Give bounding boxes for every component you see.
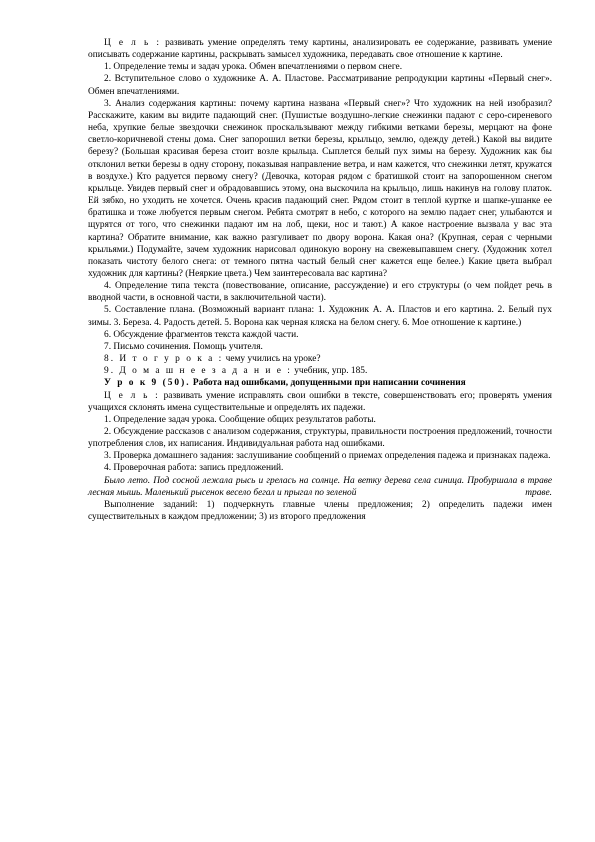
lesson-goal: [88, 37, 552, 61]
step-5: 5. Составление плана. (Возможный вариант плана: 1. Художник А. А. Пластов и его картина. 2. Белый пух зимы. 3. Береза. 4. Радость детей. 5. Ворона как черная кляска на белом снегу. 6. Мое отношение к картине.): [88, 305, 552, 328]
task-3: 3. Проверка домашнего задания: заслушивание сообщений о приемах определения падежа и признаках падежа.: [104, 451, 551, 462]
step-3: 3. Анализ содержания картины: почему картина названа «Первый снег»? Что художник на ней изобразил? Расскажите, каким вы видите падающий снег. (Пушистые воздушно-легкие снежинки падают с серо-сиреневого неба, хрупкие белые звездочки снежинок проскальзывают между гибкими ветками березы, мерцают на фоне светло-коричневой стены дома. Снег запорошил ветки березы, крыльцо, землю, одежду детей.) Какой вы видите березу? (Большая красивая береза стоит возле крыльца. Сыплется белый пух зимы на березу. Художник как бы отклонил ветки березы в одну сторону, показывая направление ветра, и нам кажется, что снежинки летят, кружатся в воздухе.) Кто радуется первому снегу? (Девочка, которая рядом с братишкой стоит на запорошенном снегом крыльце. Увидев первый снег и обрадовавшись этому, она выскочила на крыльцо, лишь накинув на голову платок. Ей зябко, но уходить не хочется. Очень красив падающий снег. Рядом стоит в теплой куртке и шапке-ушанке ее братишка и тоже любуется первым снегом. Ребята смотрят в небо, с которого на землю падает снег, улыбаются и щурятся от того, что снежинки падают им на лоб, щеки, нос и тают.) А какое настроение вызвала у вас эта картина? Обратите внимание, как важно разгуливает по двору ворона. Какая она? (Крупная, серая с черными крыльями.) Подумайте, зачем художник нарисовал одинокую ворону на свежевыпавшем снегу. (Художник хотел показать чистоту белого снега: от темного пятна частый белый снег кажется еще белее.) Какие цвета выбрал художник для картины? (Неяркие цвета.) Чем заинтересовала вас картина?: [88, 98, 552, 279]
goal-label: Ц е л ь :: [104, 38, 161, 48]
task-4: 4. Проверочная работа: запись предложений.: [104, 463, 284, 474]
dictation-body: Было лето. Под сосной лежала рысь и грелась на солнце. На ветку дерева села синица. Пробуршала в траве лесная мышь. Маленький рысенок весело бегал и прыгал по зеленой: [88, 475, 552, 498]
dictation-text: [88, 475, 552, 499]
step-2: 2. Вступительное слово о художнике А. А. Пластове. Рассматривание репродукции картины «Первый снег». Обмен впечатлениями.: [88, 74, 552, 97]
task-1: 1. Определение задач урока. Сообщение общих результатов работы.: [104, 414, 376, 425]
assignments: Выполнение заданий: 1) подчеркнуть главные члены предложения; 2) определить падежи имен существительных в каждом предложении; 3) из второго предложения: [88, 499, 552, 523]
goal-label-2: Ц е л ь :: [104, 390, 160, 401]
goal-text-2: развивать умение исправлять свои ошибки в тексте, совершенствовать его; проверять умения учащихся склонять имена существительные и определять их падежи.: [88, 390, 552, 413]
step-8: [88, 353, 552, 365]
summary-label: 8. И т о г у р о к а :: [104, 354, 224, 365]
lesson-title: Работа над ошибками, допущенными при написании сочинения: [190, 378, 466, 389]
step-4: 4. Определение типа текста (повествование, описание, рассуждение) и его структуры (о чем пойдет речь в вводной части, в основной части, в заключительной части).: [88, 281, 552, 304]
dictation-end: траве.: [525, 487, 552, 498]
step-6: 6. Обсуждение фрагментов текста каждой части.: [104, 329, 299, 340]
homework-text: учебник, упр. 185.: [291, 366, 368, 377]
step-9: [88, 365, 552, 377]
task-2: 2. Обсуждение рассказов с анализом содержания, структуры, правильности построения предложений, точности употребления слов, их написания. Индивидуальная работа над ошибками.: [88, 427, 552, 450]
lesson-heading: [88, 377, 552, 389]
lesson-number: У р о к 9 (50).: [104, 378, 191, 389]
step-7: 7. Письмо сочинения. Помощь учителя.: [104, 341, 263, 352]
goal-text: развивать умение определять тему картины, анализировать ее содержание, развивать умение описывать содержание картины, раскрывать замысел художника, передавать свое отношение к картине.: [88, 38, 552, 61]
homework-label: 9. Д о м а ш н е е з а д а н и е :: [104, 366, 292, 377]
lesson-goal-2: [88, 390, 552, 414]
summary-text: чему учились на уроке?: [223, 354, 321, 365]
document-page: [88, 37, 552, 523]
step-1: 1. Определение темы и задач урока. Обмен впечатлениями о первом снеге.: [104, 62, 403, 73]
